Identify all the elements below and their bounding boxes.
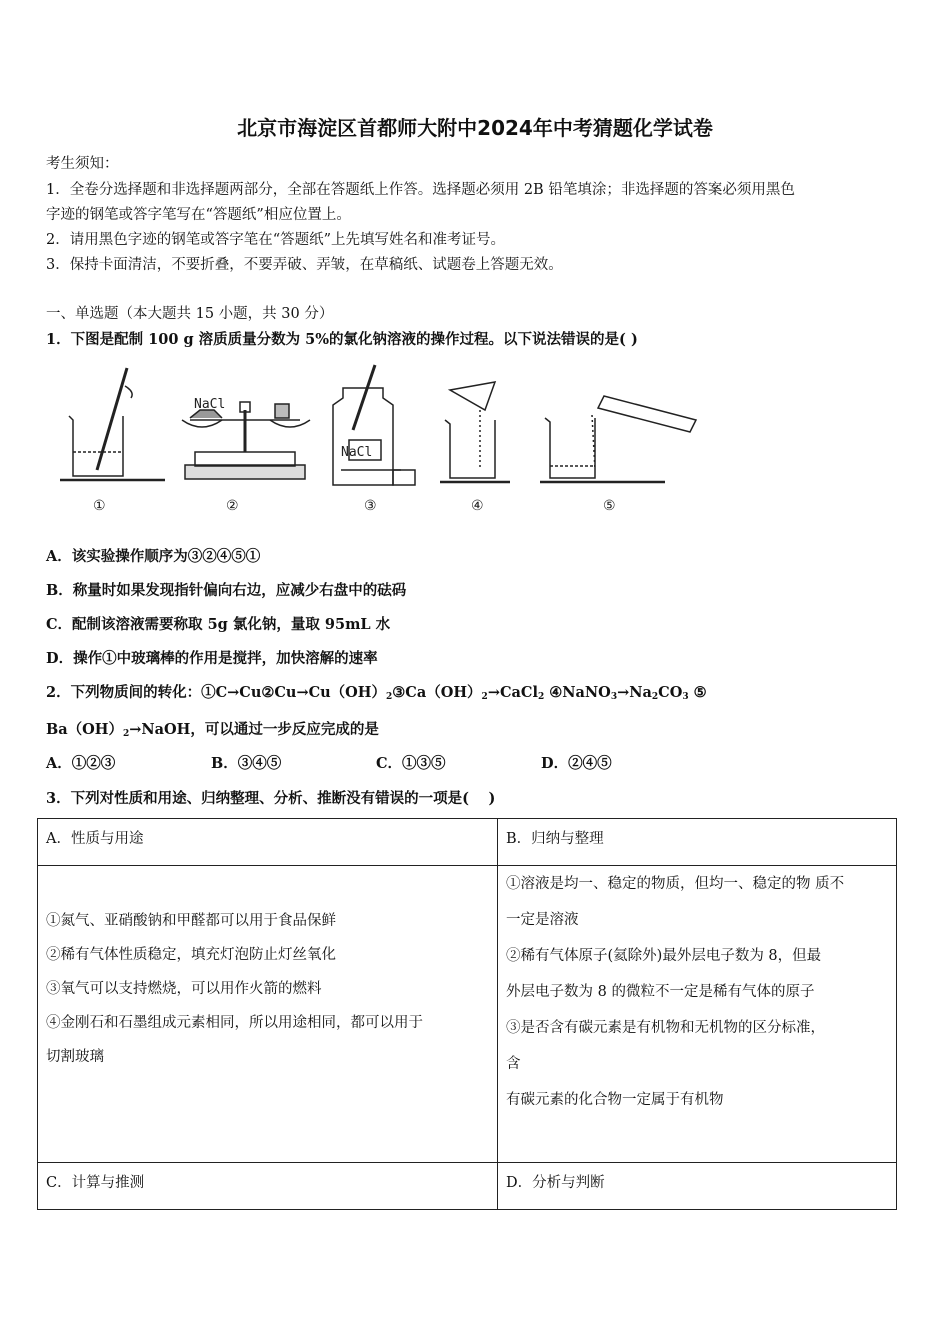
q3-table — [37, 818, 897, 1210]
q3-cell-d-head: D．分析与判断 — [498, 1163, 897, 1210]
q2-stem-line2: $Ba(OH)_2\to NaOH$，可以通过一步反应完成的是 — [46, 721, 379, 739]
q1-option-b: B．称量时如果发现指针偏向右边，应减少右盘中的砝码 — [46, 582, 407, 599]
q1-option-a: A．该实验操作顺序为③②④⑤① — [46, 548, 261, 565]
notice-item: 3．保持卡面清洁，不要折叠，不要弄破、弄皱，在草稿纸、试题卷上答题无效。 — [46, 257, 563, 273]
nacl-label-bottle: NaCl — [341, 445, 373, 460]
q3-cell-a-body: ①氮气、亚硝酸钠和甲醛都可以用于食品保鲜 ②稀有气体性质稳定，填充灯泡防止灯丝氧化 ③氧气可以支持燃烧，可以用作火箭的燃料 ④金刚石和石墨组成元素相同，所以用途相同，都可以用于 切割玻璃 — [38, 866, 498, 1163]
q3-stem: 3．下列对性质和用途、归纳整理、分析、推断没有错误的一项是( ) — [46, 790, 496, 807]
figure-label-4: ④ — [471, 498, 484, 514]
reagent-bottle-figure — [333, 365, 415, 485]
cylinder-pouring-figure — [540, 396, 696, 482]
q2-option-b: B．③④⑤ — [211, 755, 282, 772]
q1-stem: 1．下图是配制 100 g 溶质质量分数为 5%的氯化钠溶液的操作过程。以下说法错误的是( ) — [46, 331, 638, 348]
nacl-label-balance: NaCl — [194, 397, 226, 412]
q2-option-c: C．①③⑤ — [376, 755, 446, 772]
figure-label-1: ① — [93, 498, 106, 514]
balance-figure — [182, 402, 310, 479]
q1-figure — [55, 360, 715, 520]
beaker-pouring-figure — [440, 382, 510, 482]
q1-option-d: D．操作①中玻璃棒的作用是搅拌，加快溶解的速率 — [46, 650, 378, 667]
q2-options — [46, 752, 612, 773]
q1-option-c: C．配制该溶液需要称取 5g 氯化钠，量取 95mL 水 — [46, 616, 391, 633]
q3-cell-c-head: C．计算与推测 — [38, 1163, 498, 1210]
q3-cell-b-head: B．归纳与整理 — [498, 819, 897, 866]
notice-item: 字迹的钢笔或答字笔写在“答题纸”相应位置上。 — [46, 207, 351, 223]
beaker-stirring-figure — [60, 368, 165, 480]
section-heading: 一、单选题（本大题共 15 小题，共 30 分） — [46, 306, 334, 322]
notice-heading: 考生须知： — [46, 156, 119, 172]
figure-label-5: ⑤ — [603, 498, 616, 514]
q2-option-d: D．②④⑤ — [541, 755, 612, 772]
page-title: 北京市海淀区首都师大附中2024年中考猜题化学试卷 — [237, 116, 713, 140]
q2-option-a: A．①②③ — [46, 755, 116, 772]
q3-cell-a-head: A．性质与用途 — [38, 819, 498, 866]
figure-label-2: ② — [226, 498, 239, 514]
q3-cell-b-body: ①溶液是均一、稳定的物质，但均一、稳定的物 质不 一定是溶液 ②稀有气体原子(氦除外)最外层电子数为 8，但最 外层电子数为 8 的微粒不一定是稀有气体的原子 ③是否含有碳元素是有机物和无机物的区分标准， 含 有碳元素的化合物一定属于有机物 — [498, 866, 897, 1163]
figure-label-3: ③ — [364, 498, 377, 514]
notice-item: 1．全卷分选择题和非选择题两部分，全部在答题纸上作答。选择题必须用 2B 铅笔填涂；非选择题的答案必须用黑色 — [46, 182, 795, 198]
notice-item: 2．请用黑色字迹的钢笔或答字笔在“答题纸”上先填写姓名和准考证号。 — [46, 232, 506, 248]
q2-stem: 2．下列物质间的转化：$①C\to Cu②Cu\to Cu(OH)_2③Ca(OH)_2\to CaCl_2$ $④NaNO_3\to Na_2CO_3$ ⑤ — [46, 684, 707, 702]
